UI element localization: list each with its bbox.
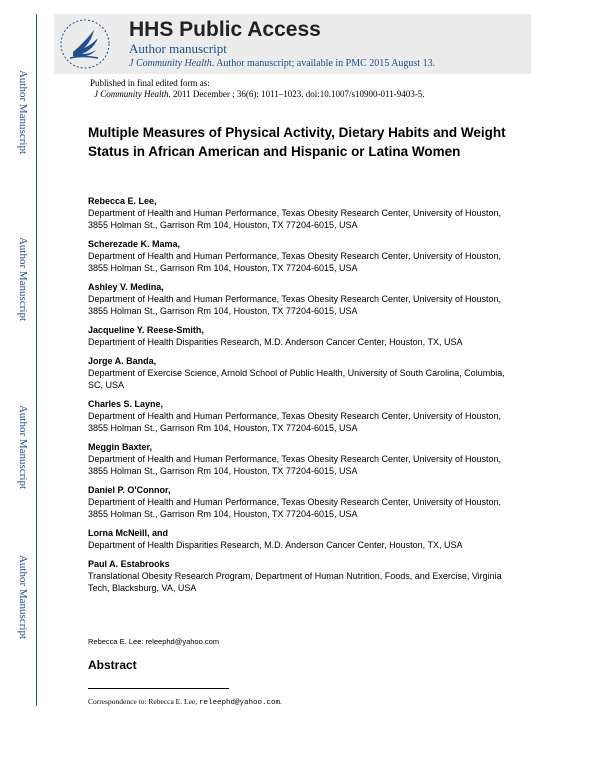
published-heading: Published in final edited form as: <box>90 78 210 88</box>
author-name: Jorge A. Banda, <box>88 356 157 366</box>
author-name: Daniel P. O'Connor, <box>88 485 171 495</box>
author-name: Rebecca E. Lee, <box>88 196 157 206</box>
author-name: Paul A. Estabrooks <box>88 559 170 569</box>
article-title: Multiple Measures of Physical Activity, Dietary Habits and Weight Status in African American and Hispanic or Latina Women <box>88 125 506 159</box>
author-affiliation: Department of Health and Human Performance, Texas Obesity Research Center, University of Houston, 3855 Holman St., Garrison Rm 104, Houston, TX 77204-6015, USA <box>88 454 502 476</box>
journal-availability-line <box>129 58 435 69</box>
author-affiliation: Department of Health and Human Performance, Texas Obesity Research Center, University of Houston, 3855 Holman St., Garrison Rm 104, Houston, TX 77204-6015, USA <box>88 251 502 273</box>
author-affiliation: Department of Health and Human Performance, Texas Obesity Research Center, University of Houston, 3855 Holman St., Garrison Rm 104, Houston, TX 77204-6015, USA <box>88 208 502 230</box>
author-name: Jacqueline Y. Reese-Smith, <box>88 325 204 335</box>
author-affiliation: Department of Health Disparities Research, M.D. Anderson Cancer Center, Houston, TX, USA <box>88 540 463 550</box>
author-affiliation: Department of Health and Human Performance, Texas Obesity Research Center, University of Houston, 3855 Holman St., Garrison Rm 104, Houston, TX 77204-6015, USA <box>88 497 502 519</box>
author-name: Scherezade K. Mama, <box>88 239 181 249</box>
footnote-divider <box>88 688 229 689</box>
citation-details: . 2011 December ; 36(6): 1011–1023. doi:10.1007/s10900-011-9403-5. <box>168 89 425 99</box>
side-label-author-manuscript: Author Manuscript <box>17 404 29 489</box>
author-entry <box>88 484 518 520</box>
side-label-author-manuscript: Author Manuscript <box>17 554 29 639</box>
author-name: Ashley V. Medina, <box>88 282 164 292</box>
author-entry <box>88 195 518 231</box>
citation-journal: J Community Health <box>94 89 169 99</box>
author-affiliation: Department of Health Disparities Research, M.D. Anderson Cancer Center, Houston, TX, USA <box>88 337 463 347</box>
author-entry <box>88 281 518 317</box>
author-entry <box>88 398 518 434</box>
author-entry <box>88 238 518 274</box>
side-label-author-manuscript: Author Manuscript <box>17 236 29 321</box>
author-name: Charles S. Layne, <box>88 399 164 409</box>
author-entry <box>88 355 518 391</box>
hhs-eagle-logo-icon <box>58 18 112 70</box>
author-name: Meggin Baxter, <box>88 442 153 452</box>
author-affiliation: Department of Exercise Science, Arnold School of Public Health, University of South Carolina, Columbia, SC, USA <box>88 368 505 390</box>
hhs-public-access-title: HHS Public Access <box>129 18 321 41</box>
side-label-author-manuscript: Author Manuscript <box>17 69 29 154</box>
correspondence-footnote <box>88 697 282 707</box>
abstract-heading: Abstract <box>88 658 137 672</box>
author-entry <box>88 441 518 477</box>
author-entry <box>88 558 518 594</box>
author-entry <box>88 324 518 348</box>
author-entry <box>88 527 518 551</box>
citation-line <box>94 89 424 99</box>
author-affiliation: Translational Obesity Research Program, Department of Human Nutrition, Foods, and Exercise, Virginia Tech, Blacksburg, VA, USA <box>88 571 502 593</box>
journal-name: J Community Health <box>129 58 212 69</box>
correspondence-email-link[interactable]: releephd@yahoo.com <box>199 699 281 707</box>
correspondence-suffix: . <box>280 697 282 706</box>
contact-email-line: Rebecca E. Lee: releephd@yahoo.com <box>88 637 220 646</box>
correspondence-prefix: Correspondence to: Rebecca E. Lee, <box>88 697 199 706</box>
author-affiliation: Department of Health and Human Performance, Texas Obesity Research Center, University of Houston, 3855 Holman St., Garrison Rm 104, Houston, TX 77204-6015, USA <box>88 294 502 316</box>
author-affiliation: Department of Health and Human Performance, Texas Obesity Research Center, University of Houston, 3855 Holman St., Garrison Rm 104, Houston, TX 77204-6015, USA <box>88 411 502 433</box>
author-name: Lorna McNeill, and <box>88 528 169 538</box>
availability-text: . Author manuscript; available in PMC 2015 August 13. <box>211 58 436 69</box>
author-manuscript-subtitle: Author manuscript <box>129 41 227 56</box>
author-list <box>88 195 518 601</box>
side-divider-line <box>36 14 37 706</box>
